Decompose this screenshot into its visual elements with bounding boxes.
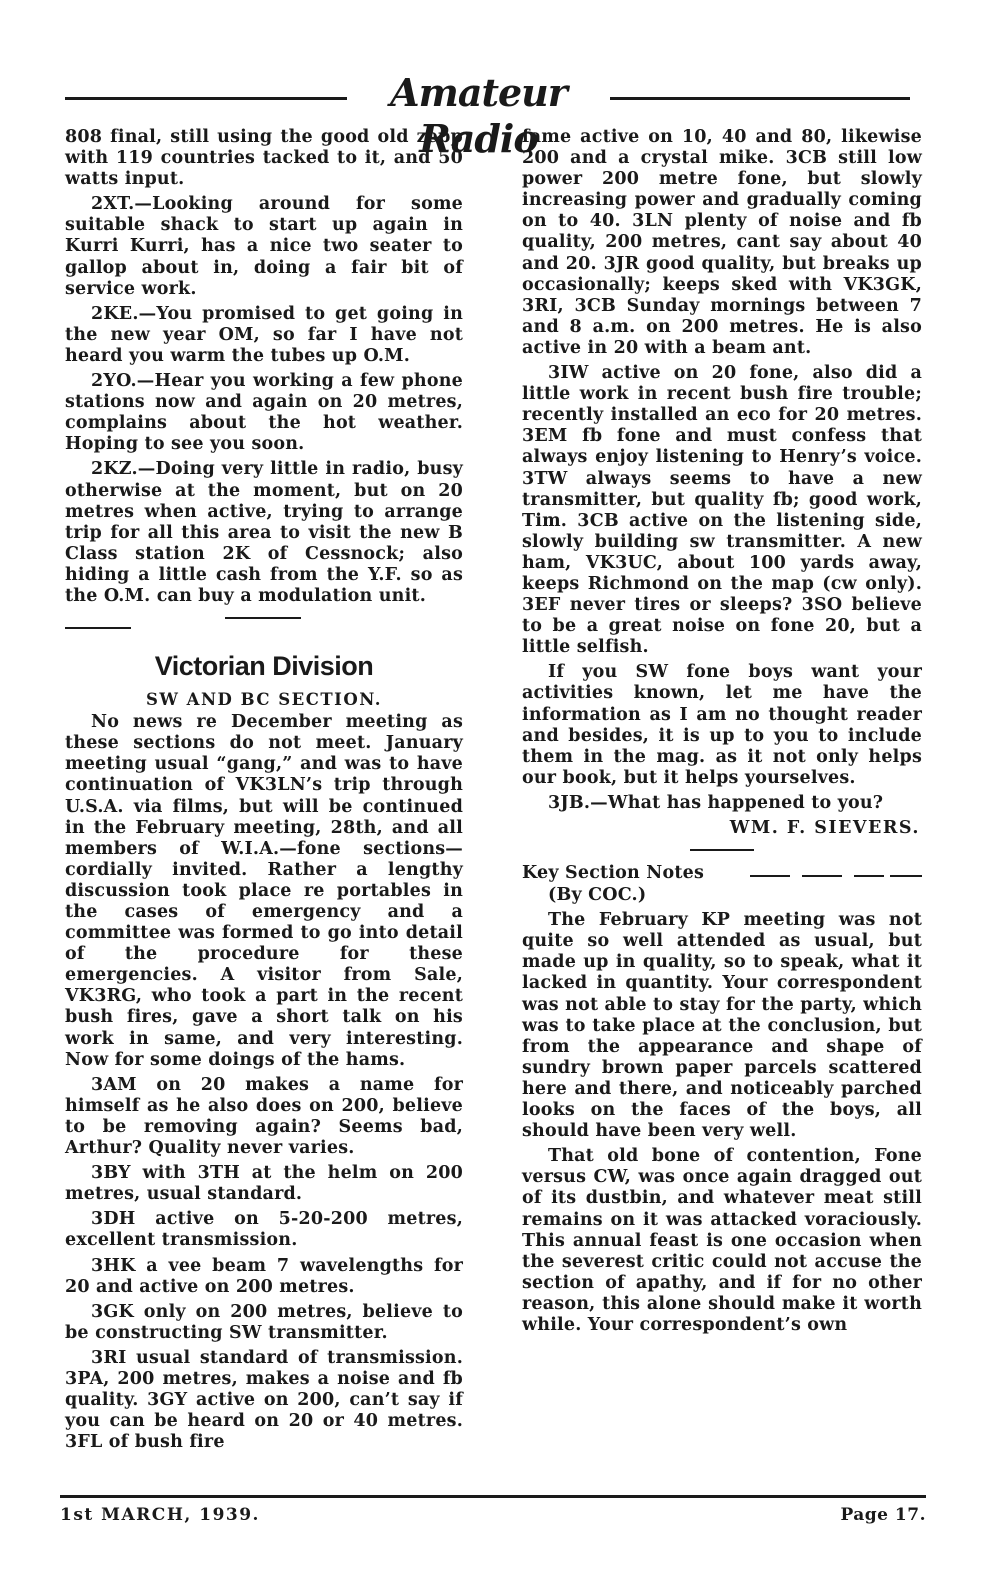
section-subtitle: SW AND BC SECTION. bbox=[145, 690, 383, 710]
divider-rule bbox=[225, 617, 301, 619]
paragraph: 3AM on 20 makes a name for himself as he also does on 200, believe to be removing again? Seems bad, Arthur? Quality never varies. bbox=[65, 1074, 463, 1159]
issue-date: 1st MARCH, 1939. bbox=[60, 1505, 260, 1525]
key-section-byline: (By COC.) bbox=[548, 885, 647, 906]
paragraph: 3GK only on 200 metres, believe to be constructing SW transmitter. bbox=[65, 1301, 463, 1343]
masthead-title: Amateur Radio bbox=[390, 70, 567, 161]
key-section-heading bbox=[522, 863, 922, 885]
paragraph: 808 final, still using the good old zepp with 119 countries tacked to it, and 50 watts input. bbox=[65, 127, 463, 190]
paragraph: 2KE.—You promised to get going in the new year OM, so far I have not heard you warm the tubes up O.M. bbox=[65, 303, 463, 366]
heading-dash bbox=[890, 875, 922, 877]
section-divider bbox=[690, 849, 754, 851]
paragraph: 3JB.—What has happened to you? bbox=[548, 792, 884, 813]
section-title: Victorian Division bbox=[154, 651, 374, 682]
paragraph: That old bone of contention, Fone versus CW, was once again dragged out of its dustbin, and whatever meat still remains on it was attacked voraciously. This annual feast is one occasion when the severest critic could not accuse the section of apathy, and if for no other reason, this alone should make it worth while. Your correspondent’s own bbox=[522, 1146, 922, 1335]
paragraph: 2XT.—Looking around for some suitable shack to start up again in Kurri Kurri, has a nice two seater to gallop about in, doing a fair bit of service work. bbox=[65, 194, 463, 299]
paragraph: 3HK a vee beam 7 wavelengths for 20 and active on 200 metres. bbox=[65, 1255, 463, 1297]
paragraph: 3DH active on 5-20-200 metres, excellent transmission. bbox=[65, 1209, 463, 1251]
footer-rule bbox=[60, 1495, 926, 1498]
right-column bbox=[522, 127, 922, 1340]
section-divider bbox=[65, 611, 463, 641]
left-column bbox=[65, 127, 463, 1457]
masthead-rule-right bbox=[610, 97, 910, 100]
divider-rule bbox=[65, 627, 131, 629]
paragraph: If you SW fone boys want your activities known, let me have the information as I am no thought reader and besides, it is up to you to include them in the mag. as it not only helps our book, but it helps yourselves. bbox=[522, 662, 922, 788]
heading-dash bbox=[750, 875, 790, 877]
paragraph: 3IW active on 20 fone, also did a little work in recent bush fire trouble; recently installed an eco for 20 metres. 3EM fb fone and must confess that always enjoy listening to Henry’s voice. 3TW always seems to have a new transmitter, but quality fb; good work, Tim. 3CB active on the listening side, slowly building sw transmitter. A new ham, VK3UC, about 100 yards away, keeps Richmond on the map (cw only). 3EF never tires or sleeps? 3SO believe to be a great noise on fone 20, but a little selfish. bbox=[522, 363, 922, 658]
paragraph: The February KP meeting was not quite so well attended as usual, but made up in quality, so to speak, what it lacked in quantity. Your correspondent was not able to stay for the party, which was to take place at the conclusion, but from the appearance and shape of sundry brown paper parcels scattered here and there, and noticeably parched looks on the faces of the boys, all should have been very well. bbox=[522, 910, 922, 1142]
page-number: Page 17. bbox=[840, 1505, 926, 1525]
paragraph: 2YO.—Hear you working a few phone stations now and again on 20 metres, complains about the hot weather. Hoping to see you soon. bbox=[65, 371, 463, 455]
heading-dash bbox=[854, 875, 884, 877]
heading-dash bbox=[802, 875, 842, 877]
paragraph: 3RI usual standard of transmission. 3PA, 200 metres, makes a noise and fb quality. 3GY active on 200, can’t say if you can be heard on 20 or 40 metres. 3FL of bush fire bbox=[65, 1347, 463, 1453]
paragraph: No news re December meeting as these sections do not meet. January meeting usual “gang,” and was to have continuation of VK3LN’s trip through U.S.A. via films, but will be continued in the February meeting, 28th, and all members of W.I.A.—fone sections—cordially invited. Rather a lengthy discussion took place re portables in the cases of emergency and a committee was formed to go into detail of the procedure for these emergencies. A visitor from Sale, VK3RG, who took a part in the recent bush fires, gave a short talk on his work in same, and very interesting. Now for some doings of the hams. bbox=[65, 712, 463, 1070]
paragraph: fame active on 10, 40 and 80, likewise 200 and a crystal mike. 3CB still low power 200 metre fone, but slowly increasing power and gradually coming on to 40. 3LN plenty of noise and fb quality, 200 metres, cant say about 40 and 20. 3JR good quality, but breaks up occasionally; keeps sked with VK3GK, 3RI, 3CB Sunday mornings between 7 and 8 a.m. on 200 metres. He is also active in 20 with a beam ant. bbox=[522, 127, 922, 358]
key-section-title: Key Section Notes bbox=[522, 863, 705, 884]
signature: WM. F. SIEVERS. bbox=[729, 818, 920, 838]
paragraph: 2KZ.—Doing very little in radio, busy otherwise at the moment, but on 20 metres when active, trying to arrange trip for all this area to visit the new B Class station 2K of Cessnock; also hiding a little cash from the Y.F. so as the O.M. can buy a modulation unit. bbox=[65, 459, 463, 606]
page-footer bbox=[60, 1495, 926, 1535]
paragraph: 3BY with 3TH at the helm on 200 metres, usual standard. bbox=[65, 1163, 463, 1205]
masthead-rule-left bbox=[65, 97, 347, 100]
